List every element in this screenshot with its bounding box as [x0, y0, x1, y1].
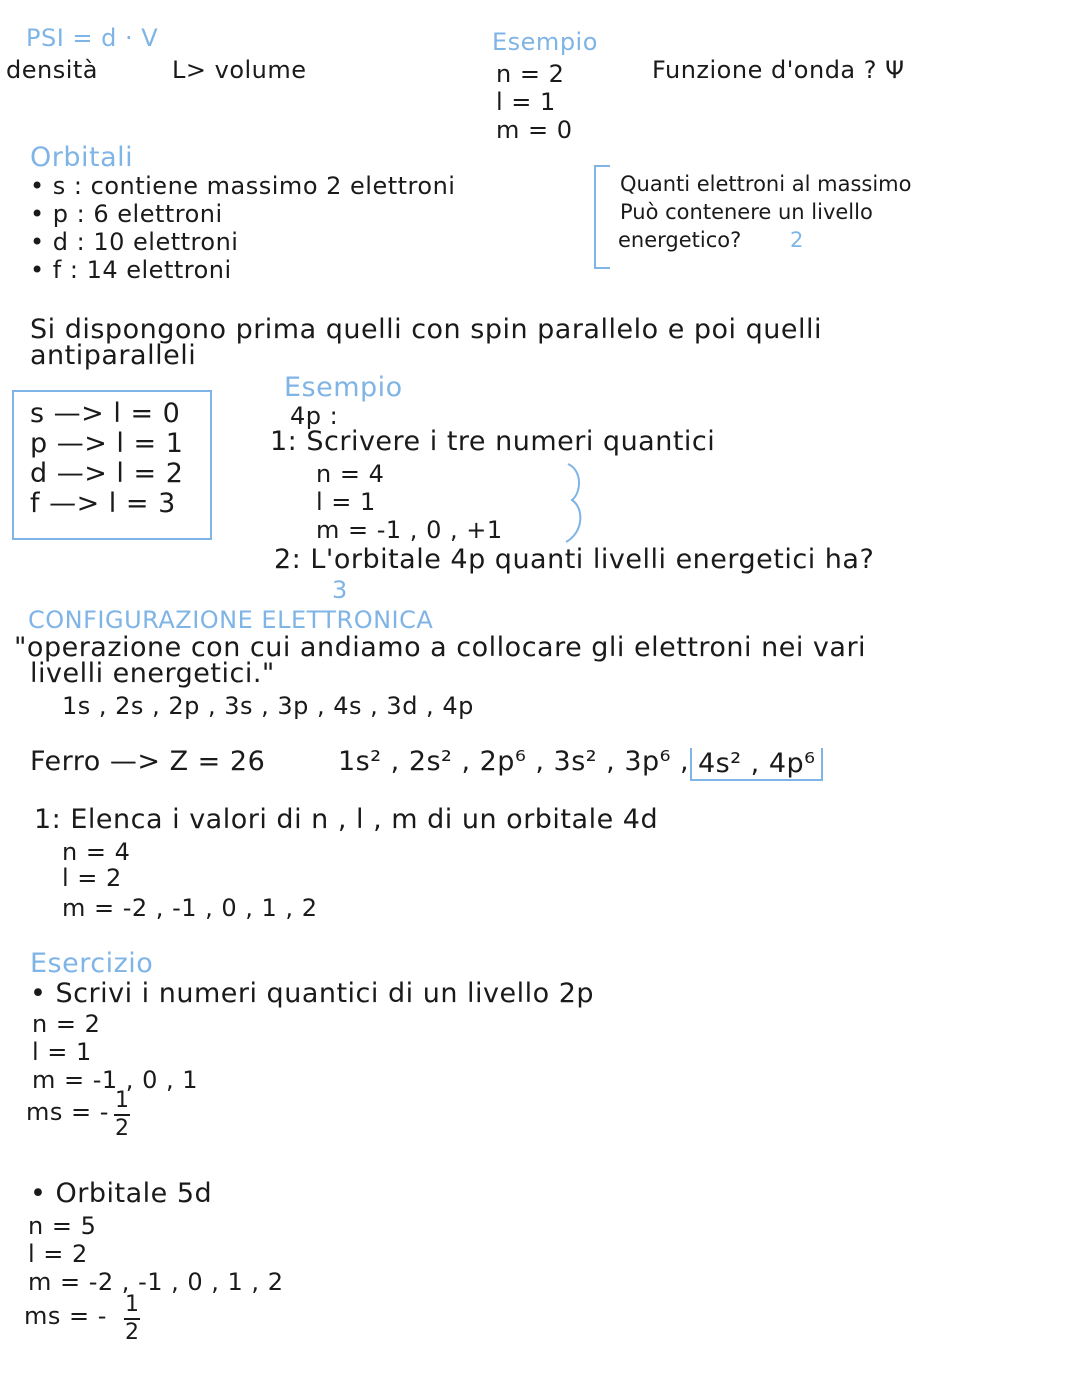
iron-config: 1s² , 2s² , 2p⁶ , 3s² , 3p⁶ , [338, 746, 690, 777]
exercise-4d-l: l = 2 [62, 864, 122, 892]
orbital-s-item: • s : contiene massimo 2 elettroni [30, 172, 456, 200]
exercise-4d-n: n = 4 [62, 838, 131, 866]
example-2-answer: 3 [332, 576, 348, 604]
config-def-line-2: livelli energetici." [30, 658, 275, 689]
density-label: densità [6, 56, 98, 84]
esercizio-ms: ms = - [26, 1098, 109, 1126]
fraction-denominator: 2 [125, 1320, 139, 1345]
config-title: CONFIGURAZIONE ELETTRONICA [28, 606, 434, 634]
example-1-n: n = 2 [496, 60, 565, 88]
orbitale-5d-l: l = 2 [28, 1240, 88, 1268]
config-def-line-1: "operazione con cui andiamo a collocare gli elettroni nei vari [14, 632, 867, 663]
example-2-orbital: 4p : [290, 402, 339, 430]
exercise-4d-m: m = -2 , -1 , 0 , 1 , 2 [62, 894, 318, 922]
example-2-n: n = 4 [316, 460, 385, 488]
sublevel-f: f —> l = 3 [30, 488, 176, 519]
fraction-denominator: 2 [115, 1116, 129, 1141]
esercizio-n: n = 2 [32, 1010, 101, 1038]
orbital-p-item: • p : 6 elettroni [30, 200, 223, 228]
esercizio-ms-fraction [114, 1090, 130, 1140]
psi-formula: PSI = d · V [26, 24, 159, 52]
orbitale-5d-title: • Orbitale 5d [30, 1178, 213, 1209]
question-line-1: Quanti elettroni al massimo [620, 172, 912, 196]
exercise-4d-task: 1: Elenca i valori di n , l , m di un orbitale 4d [34, 804, 659, 835]
config-order: 1s , 2s , 2p , 3s , 3p , 4s , 3d , 4p [62, 692, 474, 720]
iron-config-boxed: 4s² , 4p⁶ [690, 748, 823, 781]
orbitale-5d-m: m = -2 , -1 , 0 , 1 , 2 [28, 1268, 284, 1296]
wave-function-note: Funzione d'onda ? Ψ [652, 56, 905, 84]
spin-note-line-2: antiparalleli [30, 340, 197, 371]
question-bracket [594, 165, 610, 269]
question-answer: 2 [790, 228, 804, 252]
volume-label: L> volume [172, 56, 307, 84]
example-1-title: Esempio [492, 28, 598, 56]
orbital-f-item: • f : 14 elettroni [30, 256, 232, 284]
orbitale-5d-ms-fraction [124, 1294, 140, 1344]
orbitali-title: Orbitali [30, 142, 134, 173]
iron-label: Ferro —> Z = 26 [30, 746, 266, 777]
fraction-numerator: 1 [125, 1292, 139, 1317]
spin-note-line-1: Si dispongono prima quelli con spin parallelo e poi quelli [30, 314, 823, 345]
orbitale-5d-n: n = 5 [28, 1212, 97, 1240]
example-2-task-1: 1: Scrivere i tre numeri quantici [270, 426, 716, 457]
esercizio-title: Esercizio [30, 948, 154, 979]
example-2-l: l = 1 [316, 488, 376, 516]
sublevel-s: s —> l = 0 [30, 398, 181, 429]
brace-icon [560, 462, 594, 544]
example-1-m: m = 0 [496, 116, 573, 144]
esercizio-l: l = 1 [32, 1038, 92, 1066]
sublevel-p: p —> l = 1 [30, 428, 184, 459]
example-2-task-2: 2: L'orbitale 4p quanti livelli energetici ha? [274, 544, 875, 575]
example-1-l: l = 1 [496, 88, 556, 116]
esercizio-task: • Scrivi i numeri quantici di un livello 2p [30, 978, 595, 1009]
question-line-2: Può contenere un livello [620, 200, 873, 224]
orbital-d-item: • d : 10 elettroni [30, 228, 239, 256]
example-2-title: Esempio [284, 372, 403, 403]
esercizio-m: m = -1 , 0 , 1 [32, 1066, 198, 1094]
fraction-numerator: 1 [115, 1088, 129, 1113]
sublevel-d: d —> l = 2 [30, 458, 184, 489]
question-line-3: energetico? [618, 228, 742, 252]
orbitale-5d-ms: ms = - [24, 1302, 107, 1330]
example-2-m: m = -1 , 0 , +1 [316, 516, 503, 544]
